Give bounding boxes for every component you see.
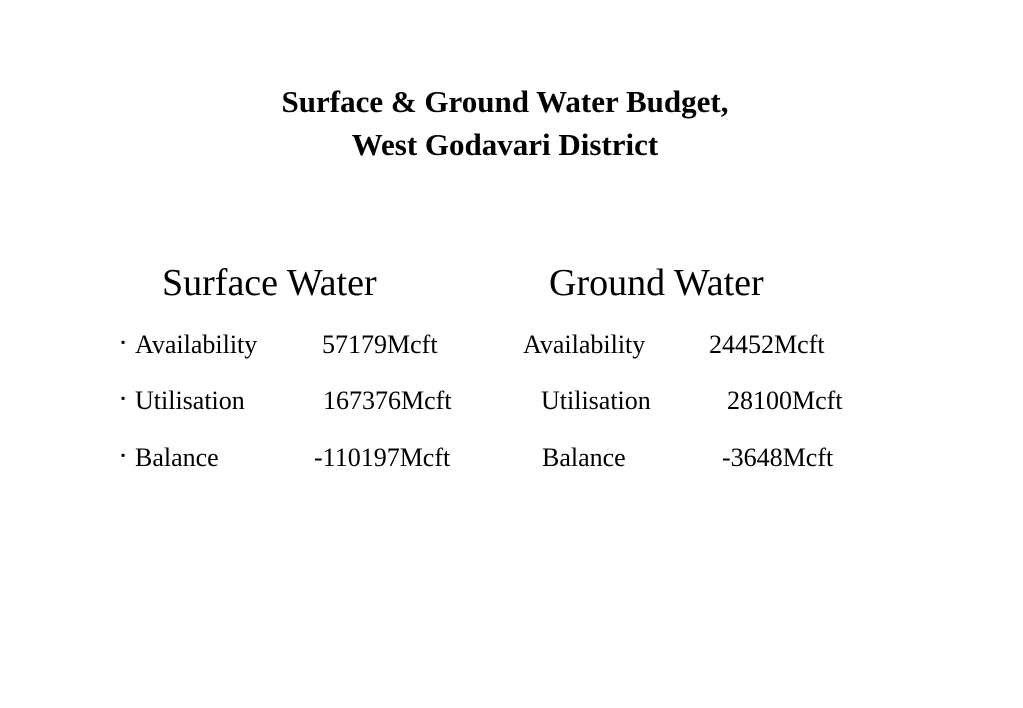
surface-availability-value: 57179Mcft <box>322 330 438 359</box>
bullet-icon: ▪ <box>121 448 126 462</box>
ground-utilisation-value: 28100Mcft <box>727 386 843 415</box>
ground-water-heading: Ground Water <box>549 262 764 304</box>
title-line-1: Surface & Ground Water Budget, <box>281 84 729 119</box>
ground-availability-value: 24452Mcft <box>709 330 825 359</box>
surface-balance-value: -110197Mcft <box>314 443 451 472</box>
bullet-icon: ▪ <box>121 391 126 405</box>
ground-availability-label: Availability <box>523 330 646 359</box>
surface-utilisation-label: Utilisation <box>135 386 245 415</box>
page-title <box>0 80 1010 166</box>
surface-balance-label: Balance <box>135 443 219 472</box>
surface-water-heading: Surface Water <box>162 262 377 304</box>
budget-row-utilisation <box>0 383 1023 423</box>
budget-row-availability <box>0 327 1023 367</box>
bullet-icon: ▪ <box>121 335 126 349</box>
budget-row-balance <box>0 440 1023 480</box>
ground-balance-label: Balance <box>542 443 626 472</box>
ground-balance-value: -3648Mcft <box>722 443 834 472</box>
surface-utilisation-value: 167376Mcft <box>323 386 452 415</box>
title-line-2: West Godavari District <box>351 127 659 162</box>
ground-utilisation-label: Utilisation <box>541 386 651 415</box>
surface-availability-label: Availability <box>135 330 258 359</box>
